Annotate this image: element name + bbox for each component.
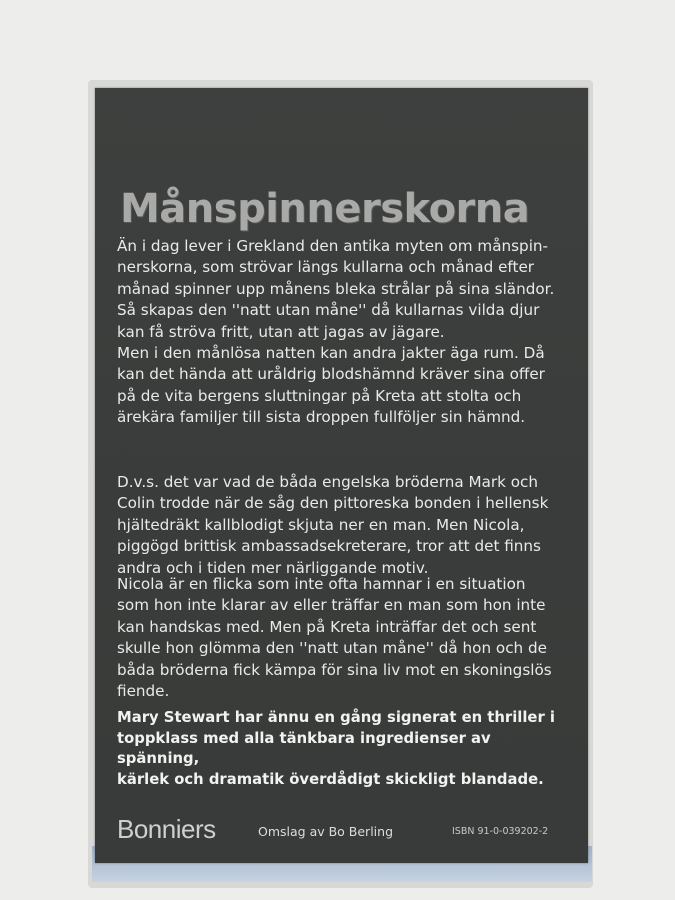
- publisher-logo: Bonniers: [117, 814, 216, 844]
- blurb-paragraph-3: D.v.s. det var vad de båda engelska bröderna Mark och Colin trodde när de såg den pittoreska bonden i hellensk hjältedräkt kallblodigt skjuta ner en man. Men Nicola, piggögd brittisk ambassadsekreterare, tror att det finns andra och i tiden mer närliggande motiv.: [117, 473, 549, 577]
- blurb-paragraph-4: Nicola är en flicka som inte ofta hamnar i en situation som hon inte klarar av eller träffar en man som hon inte kan handskas med. Men på Kreta inträffar det och sent skulle hon glömma den ''natt utan måne'' då hon och de båda bröderna fick kämpa för sina liv mot en skoningslös fiende.: [117, 575, 552, 701]
- blurb-paragraph-5: Mary Stewart har ännu en gång signerat en thriller i toppklass med alla tänkbara ingredienser av spänning, kärlek och dramatik överdådigt skickligt blandade.: [117, 709, 555, 788]
- book-title: Månspinnerskorna: [120, 186, 530, 232]
- blurb-paragraph-1: Än i dag lever i Grekland den antika myten om månspin- nerskorna, som strövar längs kullarna och månad efter månad spinner upp månens bleka strålar på sina sländor. Så skapas den ''natt utan måne'' då kullarnas vilda djur kan få ströva fritt, utan att jagas av jägare.: [117, 237, 555, 341]
- cover-credit: Omslag av Bo Berling: [258, 824, 394, 839]
- blurb-paragraph-2: Men i den månlösa natten kan andra jakter äga rum. Då kan det hända att uråldrig blodshämnd kräver sina offer på de vita bergens sluttningar på Kreta att stolta och ärekära familjer till sista droppen fullföljer sin hämnd.: [117, 344, 545, 427]
- isbn: ISBN 91-0-039202-2: [452, 826, 549, 837]
